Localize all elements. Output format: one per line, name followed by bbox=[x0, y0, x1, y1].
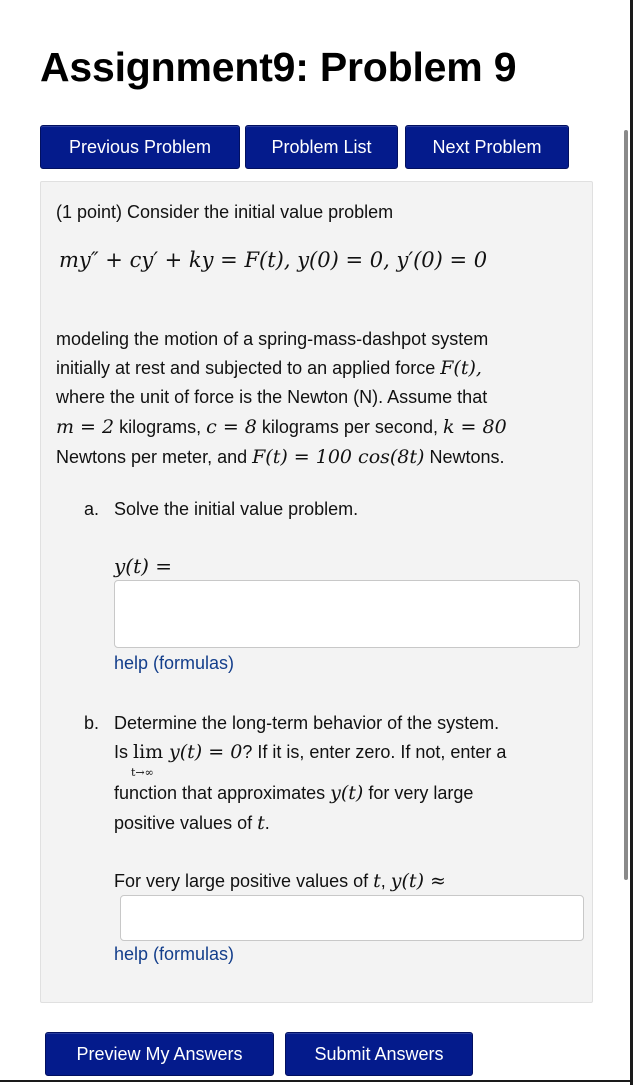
part-b-line3-math: y(t) bbox=[330, 782, 364, 804]
force-symbol: F(t), bbox=[440, 357, 482, 379]
problem-description-line5 bbox=[56, 443, 504, 472]
problem-intro: (1 point) Consider the initial value problem bbox=[56, 202, 394, 222]
limit-operator bbox=[131, 738, 169, 779]
part-b-line2-rest: ? If it is, enter zero. If not, enter a bbox=[242, 742, 507, 762]
part-a-marker: a. bbox=[84, 499, 100, 519]
window-bottom-edge bbox=[0, 1080, 633, 1082]
spring-constant-value: k = 80 bbox=[442, 416, 507, 438]
part-b-line4-math: t bbox=[257, 812, 265, 834]
part-b-line2 bbox=[114, 738, 507, 779]
part-b-line4-b: . bbox=[264, 813, 270, 833]
desc5-unit: Newtons. bbox=[424, 447, 505, 467]
part-b-prompt-math: y(t) ≈ bbox=[390, 870, 446, 892]
problem-description-line4 bbox=[56, 413, 507, 442]
part-b-marker: b. bbox=[84, 713, 100, 733]
limit-expression: y(t) = 0 bbox=[169, 741, 243, 763]
part-a-help-link[interactable]: help (formulas) bbox=[114, 653, 235, 673]
part-b-prompt-comma: , bbox=[380, 871, 391, 891]
previous-problem-button[interactable]: Previous Problem bbox=[40, 125, 240, 169]
page-title: Assignment9: Problem 9 bbox=[40, 44, 517, 90]
part-b-answer-input[interactable] bbox=[120, 895, 584, 941]
problem-panel bbox=[40, 181, 593, 1003]
part-a-answer-input[interactable] bbox=[114, 580, 580, 648]
part-b-line3-a: function that approximates bbox=[114, 783, 331, 803]
next-problem-button[interactable]: Next Problem bbox=[405, 125, 569, 169]
problem-description-line2 bbox=[56, 354, 482, 383]
problem-description-line3: where the unit of force is the Newton (N). Assume that bbox=[56, 387, 488, 407]
part-b-line4-a: positive values of bbox=[114, 813, 258, 833]
desc2-text: initially at rest and subjected to an applied force bbox=[56, 358, 441, 378]
page-scrollbar[interactable] bbox=[624, 130, 628, 880]
part-b-help-link[interactable]: help (formulas) bbox=[114, 944, 235, 964]
part-a-label: y(t) = bbox=[114, 554, 173, 578]
mass-unit: kilograms, bbox=[114, 417, 207, 437]
ivp-equation: my″ + cy′ + ky = F(t), y(0) = 0, y′(0) = 0 bbox=[59, 248, 488, 272]
part-b-line3 bbox=[114, 779, 473, 808]
part-b-prompt-t: t bbox=[373, 870, 381, 892]
part-a-instruction: Solve the initial value problem. bbox=[114, 499, 359, 519]
part-b-line4 bbox=[114, 809, 270, 838]
problem-list-button[interactable]: Problem List bbox=[245, 125, 398, 169]
preview-answers-button[interactable]: Preview My Answers bbox=[45, 1032, 274, 1076]
part-b-prompt-text: For very large positive values of bbox=[114, 871, 374, 891]
part-b-prompt bbox=[114, 867, 446, 896]
part-b-is: Is bbox=[114, 742, 134, 762]
submit-answers-button[interactable]: Submit Answers bbox=[285, 1032, 473, 1076]
limit-lim: lim bbox=[133, 741, 164, 763]
damping-unit: kilograms per second, bbox=[256, 417, 443, 437]
damping-value: c = 8 bbox=[206, 416, 257, 438]
desc5-text: Newtons per meter, and bbox=[56, 447, 253, 467]
part-b-line3-b: for very large bbox=[363, 783, 474, 803]
limit-subscript: t→∞ bbox=[131, 766, 154, 779]
problem-description-line1: modeling the motion of a spring-mass-dashpot system bbox=[56, 329, 489, 349]
force-function: F(t) = 100 cos(8t) bbox=[252, 446, 425, 468]
part-b-line1: Determine the long-term behavior of the system. bbox=[114, 713, 500, 733]
mass-value: m = 2 bbox=[56, 416, 115, 438]
